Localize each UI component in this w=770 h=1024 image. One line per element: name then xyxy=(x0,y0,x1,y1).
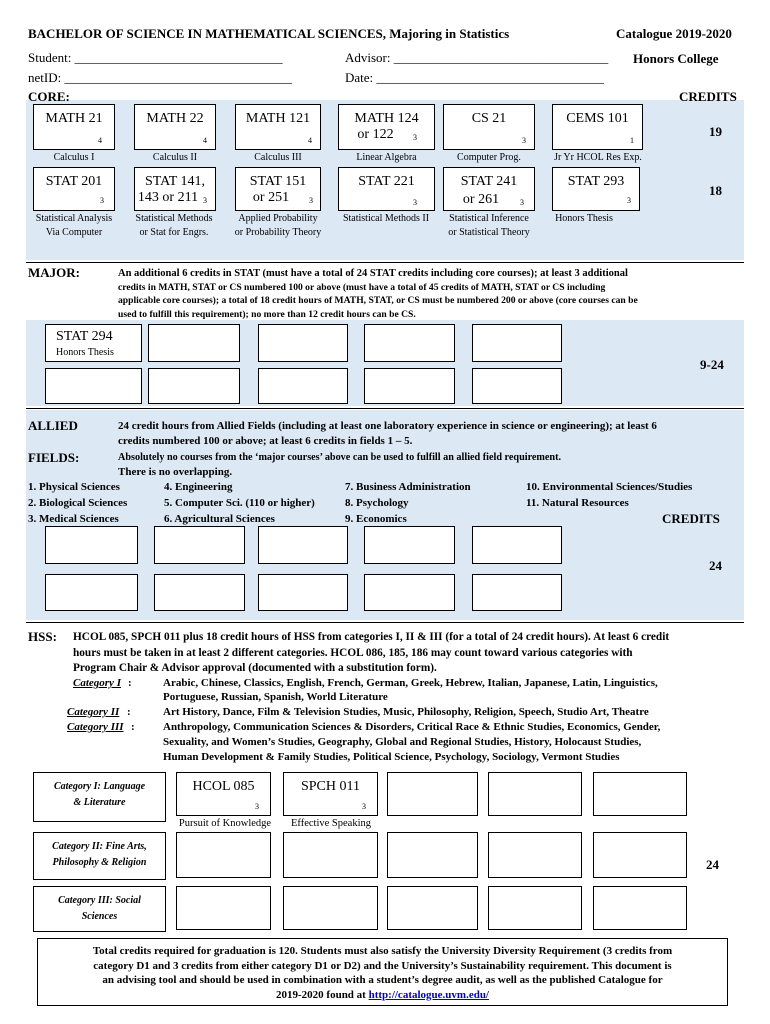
category-3-text-3: Human Development & Family Studies, Political Science, Psychology, Sociology, Vermont Studies xyxy=(163,751,620,763)
category-2-colon: : xyxy=(127,706,131,718)
major-course-box[interactable] xyxy=(472,324,562,362)
hss-course-box[interactable] xyxy=(283,832,378,878)
allied-heading: ALLIED xyxy=(28,418,78,433)
hss-text-3: Program Chair & Advisor approval (documented with a substitution form). xyxy=(73,662,437,674)
advisor-field[interactable]: Advisor: _________________________________ xyxy=(345,50,609,65)
course-label-2: or Statistical Theory xyxy=(448,227,530,238)
course-label: Effective Speaking xyxy=(291,818,371,829)
allied-course-box[interactable] xyxy=(45,526,138,564)
hss-course-box[interactable] xyxy=(593,772,687,816)
allied-field: 3. Medical Sciences xyxy=(28,513,119,525)
category-1-text-2: Portuguese, Russian, Spanish, World Literature xyxy=(163,691,388,703)
category-1-text-1: Arabic, Chinese, Classics, English, French, German, Greek, Hebrew, Italian, Japanese, Latin, Linguistics, xyxy=(163,677,658,689)
allied-field: 11. Natural Resources xyxy=(526,497,629,509)
course-label: Computer Prog. xyxy=(457,152,521,163)
footer-text-1: Total credits required for graduation is 120. Students must also satisfy the University Diversity Requirement (3 credits from xyxy=(92,945,673,957)
course-label: Statistical Inference xyxy=(449,213,529,224)
netid-field[interactable]: netID: ___________________________________ xyxy=(28,70,292,85)
category-3-label: Category III xyxy=(67,721,124,733)
major-course-box[interactable] xyxy=(45,368,142,404)
category-2-box-line-1: Category II: Fine Arts, xyxy=(52,841,147,852)
category-1-colon: : xyxy=(128,677,132,689)
course-credits: 1 xyxy=(630,136,634,145)
major-heading: MAJOR: xyxy=(28,265,80,280)
hss-course-box[interactable] xyxy=(387,772,478,816)
allied-field: 2. Biological Sciences xyxy=(28,497,128,509)
allied-course-box[interactable] xyxy=(258,574,348,611)
category-3-box-line-1: Category III: Social xyxy=(58,895,141,906)
divider xyxy=(26,408,744,409)
course-label: Statistical Methods xyxy=(135,213,213,224)
footer-text-3: an advising tool and should be used in combination with a student’s degree audit, as well as the published Catalogue for xyxy=(102,974,663,986)
hss-text-2: hours must be taken in at least 2 different categories. HCOL 086, 185, 186 may count toward various categories with xyxy=(73,647,633,659)
core-course-box[interactable] xyxy=(552,104,643,150)
major-course-box[interactable] xyxy=(148,324,240,362)
major-course-box[interactable] xyxy=(45,324,142,362)
course-code: STAT 294 xyxy=(56,329,113,344)
divider xyxy=(26,622,744,623)
allied-field: 4. Engineering xyxy=(164,481,233,493)
course-label-2: Via Computer xyxy=(45,227,103,238)
major-course-box[interactable] xyxy=(364,368,455,404)
course-credits: 3 xyxy=(362,802,366,811)
course-credits: 3 xyxy=(255,802,259,811)
course-code-alt: 143 or 211 xyxy=(137,190,199,205)
category-3-text-1: Anthropology, Communication Sciences & Disorders, Critical Race & Ethnic Studies, Economics, Gender, xyxy=(163,721,661,733)
course-credits: 4 xyxy=(98,136,102,145)
major-text-1: An additional 6 credits in STAT (must have a total of 24 STAT credits including core courses); at least 3 additional xyxy=(118,268,628,279)
course-credits: 3 xyxy=(203,196,207,205)
course-code: MATH 124 xyxy=(354,111,419,126)
hss-course-box[interactable] xyxy=(593,832,687,878)
footer-text-4: 2019-2020 found at xyxy=(276,988,366,1001)
hss-course-box[interactable] xyxy=(488,886,582,930)
major-course-box[interactable] xyxy=(472,368,562,404)
course-code: HCOL 085 xyxy=(192,779,255,794)
allied-course-box[interactable] xyxy=(472,574,562,611)
footer-text-2: category D1 and 3 credits from either category D1 or D2) and the University’s Sustainability requirement. This document is xyxy=(93,959,672,972)
category-1-box-line-1: Category I: Language xyxy=(53,781,146,792)
category-3-box-line-2: Sciences xyxy=(81,911,118,922)
course-code: SPCH 011 xyxy=(300,779,360,794)
allied-text-3: Absolutely no courses from the ‘major courses’ above can be used to fulfill an allied field requirement. xyxy=(118,452,562,463)
allied-credits: 24 xyxy=(709,558,722,573)
category-2-label: Category II xyxy=(67,706,120,718)
core-heading: CORE: xyxy=(28,89,70,104)
student-field[interactable]: Student: ________________________________ xyxy=(28,50,283,65)
major-text-3: applicable core courses); a total of 18 credit hours of MATH, STAT, or CS must be numbered 200 or above (core courses can be xyxy=(118,295,638,306)
course-label-2: or Probability Theory xyxy=(234,227,322,238)
category-1-box xyxy=(33,772,166,822)
course-code: MATH 121 xyxy=(245,111,311,126)
core-course-box[interactable] xyxy=(235,167,321,211)
honors-college: Honors College xyxy=(633,51,719,66)
course-credits: 3 xyxy=(309,196,313,205)
course-label: Calculus II xyxy=(152,152,198,163)
core-row1-total: 19 xyxy=(709,124,722,139)
category-1-label: Category I xyxy=(73,677,121,689)
allied-course-box[interactable] xyxy=(364,526,455,564)
date-field[interactable]: Date: ___________________________________ xyxy=(345,70,604,85)
course-label: Statistical Analysis xyxy=(35,213,113,224)
allied-field: 1. Physical Sciences xyxy=(28,481,120,493)
course-code: CEMS 101 xyxy=(566,111,629,126)
major-course-box[interactable] xyxy=(258,368,348,404)
allied-field: 5. Computer Sci. (110 or higher) xyxy=(164,497,315,509)
course-code: MATH 21 xyxy=(45,111,103,126)
course-code-alt: or 251 xyxy=(252,190,290,205)
category-3-colon: : xyxy=(131,721,135,733)
major-text-2: credits in MATH, STAT or CS numbered 100 or above (must have a total of 45 credits of MATH, STAT or CS including xyxy=(118,282,606,293)
core-course-box[interactable] xyxy=(338,167,435,211)
category-2-box-line-2: Philosophy & Religion xyxy=(52,857,147,868)
course-label-2: or Stat for Engrs. xyxy=(139,227,209,238)
hss-course-box[interactable] xyxy=(593,886,687,930)
course-credits: 3 xyxy=(413,133,417,142)
page-title: BACHELOR OF SCIENCE IN MATHEMATICAL SCIENCES, Majoring in Statistics xyxy=(28,26,510,41)
allied-course-box[interactable] xyxy=(154,574,245,611)
course-label: Honors Thesis xyxy=(555,213,613,224)
hss-course-box[interactable] xyxy=(488,772,582,816)
core-course-box[interactable] xyxy=(134,167,216,211)
course-label: Applied Probability xyxy=(238,213,318,224)
core-course-box[interactable] xyxy=(338,104,435,150)
course-label: Pursuit of Knowledge xyxy=(178,818,272,829)
course-label: Calculus I xyxy=(53,152,95,163)
course-credits: 4 xyxy=(203,136,207,145)
course-label: Calculus III xyxy=(254,152,302,163)
course-code: STAT 141, xyxy=(144,174,206,189)
course-credits: 3 xyxy=(522,136,526,145)
course-code: STAT 151 xyxy=(249,174,307,189)
core-course-box[interactable] xyxy=(235,104,321,150)
course-code: STAT 241 xyxy=(460,174,518,189)
allied-field: 8. Psychology xyxy=(345,497,409,509)
course-credits: 4 xyxy=(308,136,312,145)
hss-course-box[interactable] xyxy=(176,832,271,878)
major-credits: 9-24 xyxy=(700,357,724,372)
course-code: MATH 22 xyxy=(146,111,204,126)
core-row2-total: 18 xyxy=(709,183,722,198)
core-course-box[interactable] xyxy=(33,167,115,211)
footer-text-4-line xyxy=(38,988,727,1003)
allied-course-box[interactable] xyxy=(45,574,138,611)
category-2-text: Art History, Dance, Film & Television Studies, Music, Philosophy, Religion, Speech, Studio Art, Theatre xyxy=(163,706,649,718)
course-credits: 3 xyxy=(100,196,104,205)
core-course-box[interactable] xyxy=(552,167,640,211)
catalogue-link[interactable]: http://catalogue.uvm.edu/ xyxy=(368,988,489,1001)
hss-text-1: HCOL 085, SPCH 011 plus 18 credit hours of HSS from categories I, II & III (for a total of 24 credit hours). At least 6 credit xyxy=(73,631,670,643)
hss-credits: 24 xyxy=(706,857,719,872)
course-code: STAT 293 xyxy=(567,174,625,189)
allied-field: 10. Environmental Sciences/Studies xyxy=(526,481,693,493)
allied-text-4: There is no overlapping. xyxy=(118,466,233,478)
course-code: STAT 221 xyxy=(358,174,415,189)
core-course-box[interactable] xyxy=(443,104,535,150)
category-2-box xyxy=(33,832,166,880)
course-label: Linear Algebra xyxy=(356,152,417,163)
allied-text-2: credits numbered 100 or above; at least 6 credits in fields 1 – 5. xyxy=(118,435,413,447)
core-course-box[interactable] xyxy=(443,167,535,211)
major-course-box[interactable] xyxy=(258,324,348,362)
divider xyxy=(26,262,744,263)
allied-course-box[interactable] xyxy=(472,526,562,564)
category-3-text-2: Sexuality, and Women’s Studies, Geography, Global and Regional Studies, History, Holocaust Studies, xyxy=(163,736,642,748)
allied-credits-heading: CREDITS xyxy=(662,511,720,526)
course-code: STAT 201 xyxy=(45,174,103,189)
allied-text-1: 24 credit hours from Allied Fields (including at least one laboratory experience in science or engineering); at least 6 xyxy=(118,420,657,432)
hss-heading: HSS: xyxy=(28,629,57,644)
allied-course-box[interactable] xyxy=(154,526,245,564)
course-label: Honors Thesis xyxy=(56,347,114,358)
hss-course-box[interactable] xyxy=(176,886,271,930)
fields-heading: FIELDS: xyxy=(28,450,80,465)
major-text-4: used to fulfill this requirement); no more than 12 credit hours can be CS. xyxy=(118,309,416,320)
major-course-box[interactable] xyxy=(364,324,455,362)
major-course-box[interactable] xyxy=(148,368,240,404)
category-1-box-line-2: & Literature xyxy=(73,797,126,808)
hss-course-box[interactable] xyxy=(387,832,478,878)
hss-course-box[interactable] xyxy=(387,886,478,930)
hss-course-box[interactable] xyxy=(283,886,378,930)
course-code-alt: or 261 xyxy=(462,192,500,207)
allied-field: 7. Business Administration xyxy=(345,481,471,493)
course-credits: 3 xyxy=(520,198,524,207)
course-code: CS 21 xyxy=(471,111,507,126)
allied-field: 6. Agricultural Sciences xyxy=(164,513,275,525)
footer-note xyxy=(37,938,728,1006)
category-3-box xyxy=(33,886,166,932)
course-label: Statistical Methods II xyxy=(342,213,430,224)
core-credits-heading: CREDITS xyxy=(679,89,737,104)
hss-course-box[interactable] xyxy=(176,772,271,816)
allied-course-box[interactable] xyxy=(258,526,348,564)
catalogue-year: Catalogue 2019-2020 xyxy=(616,26,732,41)
core-course-box[interactable] xyxy=(33,104,115,150)
course-code-alt: or 122 xyxy=(357,127,394,142)
course-credits: 3 xyxy=(627,196,631,205)
allied-field: 9. Economics xyxy=(345,513,407,525)
course-label: Jr Yr HCOL Res Exp. xyxy=(554,152,642,163)
hss-course-box[interactable] xyxy=(488,832,582,878)
course-credits: 3 xyxy=(413,198,417,207)
hss-course-box[interactable] xyxy=(283,772,378,816)
allied-course-box[interactable] xyxy=(364,574,455,611)
core-course-box[interactable] xyxy=(134,104,216,150)
